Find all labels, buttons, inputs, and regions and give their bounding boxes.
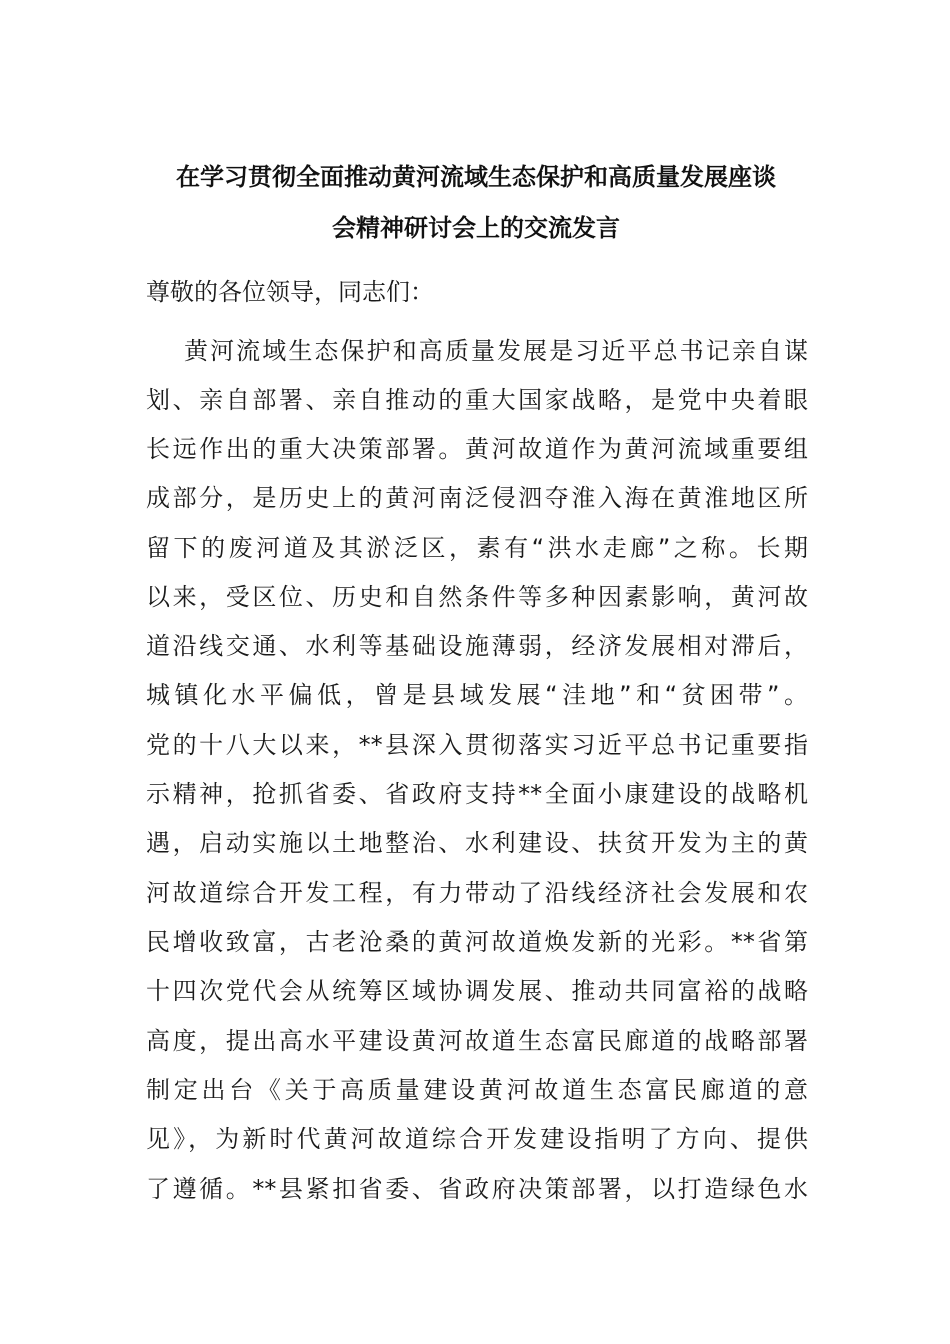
salutation: 尊敬的各位领导，同志们： [146, 278, 434, 306]
paragraph-line: 河故道综合开发工程，有力带动了沿线经济社会发展和农 [146, 879, 808, 907]
paragraph-line: 十四次党代会从统筹区域协调发展、推动共同富裕的战略 [146, 977, 808, 1005]
paragraph-line: 划、亲自部署、亲自推动的重大国家战略，是党中央着眼 [146, 386, 808, 414]
paragraph-line: 见》，为新时代黄河故道综合开发建设指明了方向、提供 [146, 1125, 808, 1153]
document-title-line-1: 在学习贯彻全面推动黄河流域生态保护和高质量发展座谈 [176, 163, 776, 191]
paragraph-line: 以来，受区位、历史和自然条件等多种因素影响，黄河故 [146, 583, 808, 611]
paragraph-line: 长远作出的重大决策部署。黄河故道作为黄河流域重要组 [146, 435, 808, 463]
document-title-line-2: 会精神研讨会上的交流发言 [332, 214, 620, 242]
paragraph-line: 制定出台《关于高质量建设黄河故道生态富民廊道的意 [146, 1076, 808, 1104]
paragraph-line: 高度，提出高水平建设黄河故道生态富民廊道的战略部署 [146, 1027, 808, 1055]
paragraph-line: 留下的废河道及其淤泛区，素有“洪水走廊”之称。长期 [146, 534, 808, 562]
paragraph-line: 黄河流域生态保护和高质量发展是习近平总书记亲自谋 [184, 337, 808, 365]
paragraph-line: 成部分，是历史上的黄河南泛侵泗夺淮入海在黄淮地区所 [146, 484, 808, 512]
paragraph-line: 道沿线交通、水利等基础设施薄弱，经济发展相对滞后， [146, 632, 808, 660]
paragraph-line: 党的十八大以来，**县深入贯彻落实习近平总书记重要指 [146, 731, 808, 759]
paragraph-line: 城镇化水平偏低，曾是县域发展“洼地”和“贫困带”。 [146, 681, 808, 709]
paragraph-line: 示精神，抢抓省委、省政府支持**全面小康建设的战略机 [146, 780, 808, 808]
paragraph-line: 遇，启动实施以土地整治、水利建设、扶贫开发为主的黄 [146, 829, 808, 857]
paragraph-line: 民增收致富，古老沧桑的黄河故道焕发新的光彩。**省第 [146, 928, 808, 956]
paragraph-line: 了遵循。**县紧扣省委、省政府决策部署，以打造绿色水 [146, 1175, 808, 1203]
